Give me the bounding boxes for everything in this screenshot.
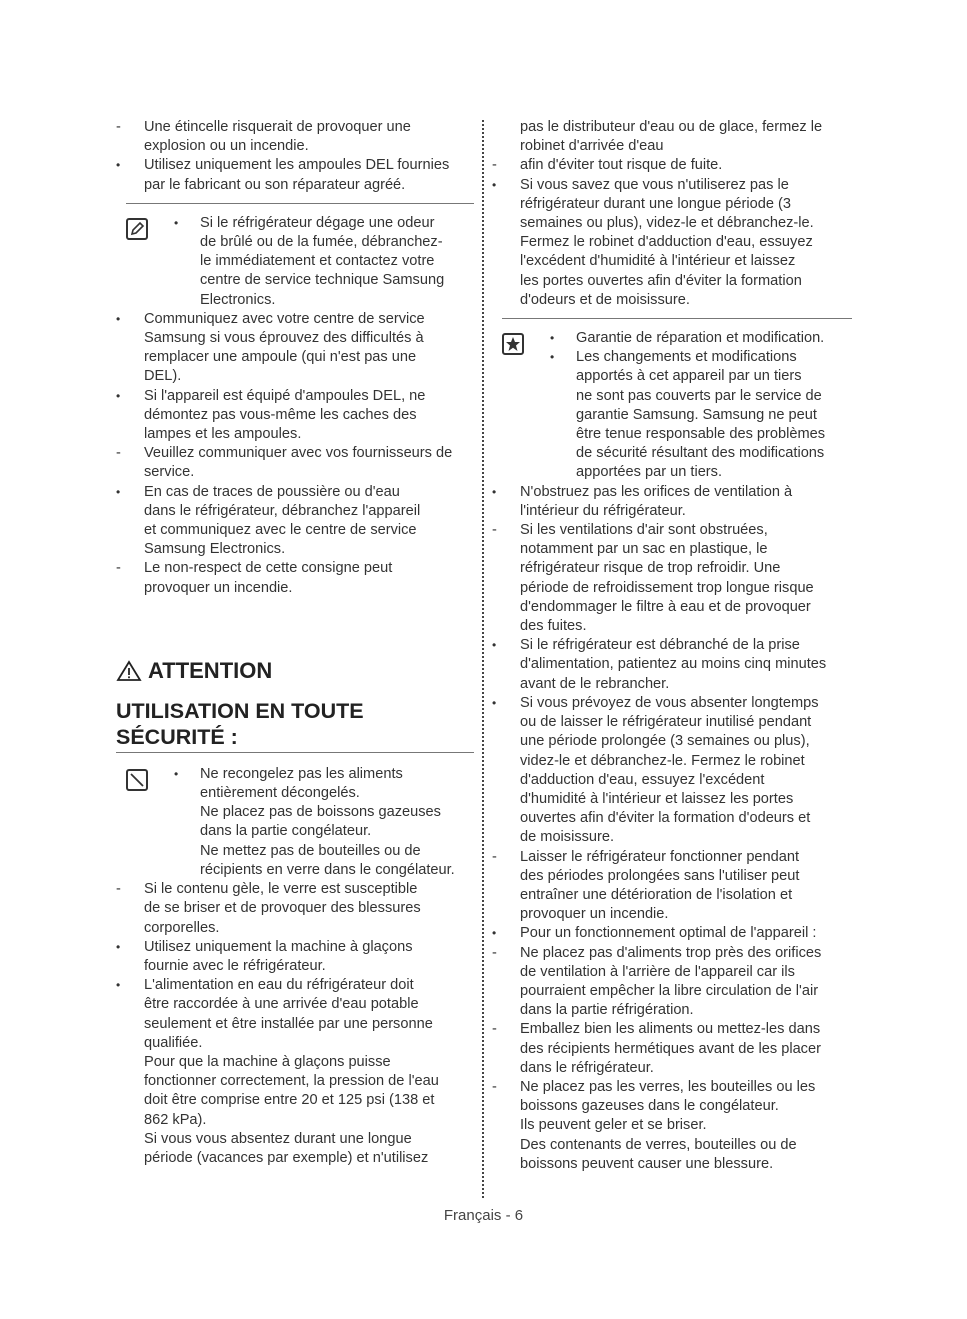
text-line: Les changements et modifications — [576, 349, 797, 366]
star-icon — [502, 333, 524, 355]
text-line: de ventilation à l'arrière de l'appareil car ils — [520, 963, 795, 980]
list-item — [116, 938, 474, 976]
text-line: Ne recongelez pas les aliments — [200, 765, 403, 782]
list-item — [492, 944, 852, 1021]
note-text — [200, 765, 474, 880]
text-line: Electronics. — [200, 291, 276, 308]
note-block-warranty — [492, 329, 852, 483]
list-item — [116, 976, 474, 1168]
dash-mark: - — [492, 944, 497, 961]
text-line: garantie Samsung. Samsung ne peut — [576, 406, 817, 423]
text-line: Le non-respect de cette consigne peut — [144, 560, 393, 577]
list-item — [116, 444, 474, 482]
note-item — [550, 329, 852, 348]
list-item — [492, 176, 852, 310]
text-line: Communiquez avec votre centre de service — [144, 310, 425, 327]
text-line: Ils peuvent geler et se briser. — [520, 1117, 707, 1134]
text-line: pourraient empêcher la libre circulation de l'air — [520, 982, 819, 999]
text-line: récipients en verre dans le congélateur. — [200, 861, 455, 878]
list-item — [492, 924, 852, 943]
text-line: de se briser et de provoquer des blessures — [144, 900, 421, 917]
list-item — [492, 156, 852, 175]
bullet-mark: • — [492, 177, 497, 192]
note-text — [200, 214, 474, 310]
list-item — [492, 636, 852, 694]
section-title: UTILISATION EN TOUTE SÉCURITÉ : — [116, 698, 474, 753]
text-line: apportés à cet appareil par un tiers — [576, 368, 802, 385]
text-line: N'obstruez pas les orifices de ventilation à — [520, 483, 793, 500]
note-block-freezer: • Ne recongelez pas les aliments entièrement décongelés. Ne placez pas de boissons gazeuses dans la partie congélateur. Ne mettez pas de bouteilles ou de récipients en verre dans le congélateur. — [116, 765, 474, 880]
list-item — [492, 1020, 852, 1078]
text-line: Laisser le réfrigérateur fonctionner pendant — [520, 848, 800, 865]
list-item — [492, 848, 852, 925]
text-line: ou de laisser le réfrigérateur inutilisé pendant — [520, 714, 812, 731]
text-line: ne sont pas couverts par le service de — [576, 387, 822, 404]
warning-triangle-icon — [116, 660, 142, 682]
text-line: Utilisez uniquement les ampoules DEL fournies — [144, 157, 450, 174]
text-line: notamment par un sac en plastique, le — [520, 541, 768, 558]
text-line: Si le contenu gèle, le verre est susceptible — [144, 881, 418, 898]
text-line: Si vous prévoyez de vous absenter longtemps — [520, 694, 819, 711]
text-line: entièrement décongelés. — [200, 785, 360, 802]
text-line: d'humidité à l'intérieur et laissez les portes — [520, 790, 794, 807]
list-item — [492, 118, 852, 156]
text-line: Pour que la machine à glaçons puisse — [144, 1053, 391, 1070]
text-line: d'adduction d'eau, essuyez l'excédent — [520, 771, 765, 788]
divider-rule — [126, 203, 474, 204]
text-line: réfrigérateur risque de trop refroidir. Une — [520, 560, 781, 577]
text-line: et communiquez avec le centre de service — [144, 522, 417, 539]
text-line: le immédiatement et contactez votre — [200, 253, 435, 270]
text-line: Samsung Electronics. — [144, 541, 286, 558]
text-line: par le fabricant ou son réparateur agréé. — [144, 176, 406, 193]
text-line: provoquer un incendie. — [520, 906, 669, 923]
text-line: service. — [144, 464, 195, 481]
bullet-mark: • — [116, 939, 121, 954]
list-item — [116, 118, 474, 156]
text-line: dans le réfrigérateur. — [520, 1059, 654, 1076]
left-list-c — [116, 880, 474, 1168]
dash-mark: - — [492, 1078, 497, 1095]
text-line: Utilisez uniquement la machine à glaçons — [144, 938, 413, 955]
text-line: de brûlé ou de la fumée, débranchez- — [200, 234, 443, 251]
text-line: dans le réfrigérateur, débranchez l'appareil — [144, 502, 421, 519]
bullet-mark: • — [116, 484, 121, 499]
text-line: Si l'appareil est équipé d'ampoules DEL, ne — [144, 387, 426, 404]
text-line: Ne placez pas de boissons gazeuses — [200, 804, 441, 821]
text-line: des récipients hermétiques avant de les placer — [520, 1040, 821, 1057]
text-line: Ne placez pas les verres, les bouteilles ou les — [520, 1078, 816, 1095]
text-line: Des contenants de verres, bouteilles ou de — [520, 1136, 797, 1153]
text-line: une période prolongée (3 semaines ou plus), — [520, 733, 810, 750]
text-line: L'alimentation en eau du réfrigérateur doit — [144, 977, 414, 994]
list-item — [116, 483, 474, 560]
dash-mark: - — [116, 560, 121, 577]
bullet-mark: • — [492, 638, 497, 653]
text-line: être tenue responsable des problèmes — [576, 426, 826, 443]
list-item — [116, 387, 474, 445]
text-line: apportées par un tiers. — [576, 464, 723, 481]
text-line: 862 kPa). — [144, 1111, 207, 1128]
text-line: Une étincelle risquerait de provoquer une — [144, 119, 411, 135]
text-line: corporelles. — [144, 919, 220, 936]
bullet-mark: • — [116, 158, 121, 173]
right-list-b — [492, 483, 852, 1174]
column-divider — [482, 120, 484, 1198]
list-item — [492, 483, 852, 521]
text-line: de sécurité résultant des modifications — [576, 445, 825, 462]
left-list-a — [116, 118, 474, 195]
bullet-mark: • — [116, 311, 121, 326]
list-item — [492, 694, 852, 848]
right-list-a — [492, 118, 852, 310]
text-line: être raccordée à une arrivée d'eau potable — [144, 996, 419, 1013]
text-line: Si les ventilations d'air sont obstruées, — [520, 522, 768, 539]
text-line: Ne mettez pas de bouteilles ou de — [200, 842, 421, 859]
list-item — [116, 156, 474, 194]
left-column — [116, 118, 474, 1168]
bullet-mark: • — [116, 388, 121, 403]
list-item — [116, 310, 474, 387]
bullet-mark: • — [492, 695, 497, 710]
text-line: afin d'éviter tout risque de fuite. — [520, 157, 723, 174]
text-line: les portes ouvertes afin d'éviter la formation — [520, 272, 802, 289]
text-line: Si le réfrigérateur est débranché de la prise — [520, 637, 800, 654]
bullet-mark: • — [492, 484, 497, 499]
text-line: En cas de traces de poussière ou d'eau — [144, 483, 400, 500]
bullet-mark: • — [492, 926, 497, 941]
bullet-mark: • — [550, 331, 555, 346]
text-line: période (vacances par exemple) et n'utilisez — [144, 1149, 429, 1166]
text-line: explosion ou un incendie. — [144, 138, 309, 155]
text-line: Veuillez communiquer avec vos fournisseurs de — [144, 445, 453, 462]
text-line: réfrigérateur durant une longue période (3 — [520, 195, 791, 212]
note-item — [550, 348, 852, 482]
text-line: Fermez le robinet d'adduction d'eau, essuyez — [520, 234, 813, 251]
dash-mark: - — [116, 445, 121, 462]
list-item — [116, 559, 474, 597]
text-line: DEL). — [144, 368, 182, 385]
bullet-mark: • — [116, 978, 121, 993]
pencil-note-icon — [126, 218, 148, 240]
note-list — [550, 329, 852, 483]
prohibited-icon — [126, 769, 148, 791]
text-line: d'odeurs et de moisissure. — [520, 291, 690, 308]
text-line: pas le distributeur d'eau ou de glace, fermez le — [520, 119, 823, 135]
text-line: lampes et les ampoules. — [144, 426, 302, 443]
text-line: ouvertes afin d'éviter la formation d'odeurs et — [520, 810, 811, 827]
text-line: Si vous savez que vous n'utiliserez pas le — [520, 176, 789, 193]
dash-mark: - — [116, 881, 121, 898]
text-line: démontez pas vous-même les caches des — [144, 406, 417, 423]
divider-rule — [502, 318, 852, 319]
text-line: dans la partie réfrigération. — [520, 1002, 694, 1019]
text-line: semaines ou plus), videz-le et débranchez-le. — [520, 215, 814, 232]
text-line: provoquer un incendie. — [144, 579, 293, 596]
text-line: de moisissure. — [520, 829, 615, 846]
text-line: boissons peuvent causer une blessure. — [520, 1155, 774, 1172]
text-line: seulement et être installée par une personne — [144, 1015, 433, 1032]
text-line: Si vous vous absentez durant une longue — [144, 1130, 412, 1147]
text-line: l'intérieur du réfrigérateur. — [520, 502, 686, 519]
dash-mark: - — [116, 119, 121, 135]
text-line: fonctionner correctement, la pression de l'eau — [144, 1073, 439, 1090]
text-line: Samsung si vous éprouvez des difficultés à — [144, 330, 424, 347]
text-line: des périodes prolongées sans l'utiliser peut — [520, 867, 800, 884]
list-item — [492, 521, 852, 636]
text-line: période de refroidissement trop longue risque — [520, 579, 814, 596]
attention-label: ATTENTION — [148, 658, 273, 684]
text-line: centre de service technique Samsung — [200, 272, 445, 289]
attention-heading — [116, 660, 474, 682]
text-line: Pour un fonctionnement optimal de l'appareil : — [520, 925, 817, 942]
text-line: fournie avec le réfrigérateur. — [144, 957, 326, 974]
dash-mark: - — [492, 1021, 497, 1038]
text-line: d'endommager le filtre à eau et de provoquer — [520, 598, 811, 615]
bullet-mark: • — [550, 350, 555, 365]
text-line: Si le réfrigérateur dégage une odeur — [200, 214, 435, 231]
text-line: avant de le rebrancher. — [520, 675, 670, 692]
dash-mark: - — [492, 848, 497, 865]
text-line: Emballez bien les aliments ou mettez-les dans — [520, 1021, 821, 1038]
text-line: doit être comprise entre 20 et 125 psi (138 et — [144, 1092, 435, 1109]
dash-mark: - — [492, 522, 497, 539]
page-footer: Français - 6 — [443, 1207, 524, 1224]
dash-mark: - — [492, 157, 497, 174]
text-line: Garantie de réparation et modification. — [576, 330, 825, 347]
text-line: robinet d'arrivée d'eau — [520, 138, 664, 155]
text-line: des fuites. — [520, 618, 587, 635]
right-column — [492, 118, 852, 1174]
list-item — [492, 1078, 852, 1174]
note-block-burning-smell: • Si le réfrigérateur dégage une odeur de brûlé ou de la fumée, débranchez- le immédiatement et contactez votre centre de service technique Samsung Electronics. — [116, 214, 474, 310]
text-line: entraîner une détérioration de l'isolation et — [520, 886, 793, 903]
text-line: Ne placez pas d'aliments trop près des orifices — [520, 944, 822, 961]
text-line: l'excédent d'humidité à l'intérieur et laissez — [520, 253, 796, 270]
text-line: boissons gazeuses dans le congélateur. — [520, 1098, 779, 1115]
text-line: videz-le et débranchez-le. Fermez le robinet — [520, 752, 805, 769]
list-item — [116, 880, 474, 938]
text-line: dans la partie congélateur. — [200, 823, 372, 840]
left-list-b — [116, 310, 474, 598]
text-line: d'alimentation, patientez au moins cinq minutes — [520, 656, 827, 673]
text-line: remplacer une ampoule (qui n'est pas une — [144, 349, 417, 366]
text-line: qualifiée. — [144, 1034, 203, 1051]
